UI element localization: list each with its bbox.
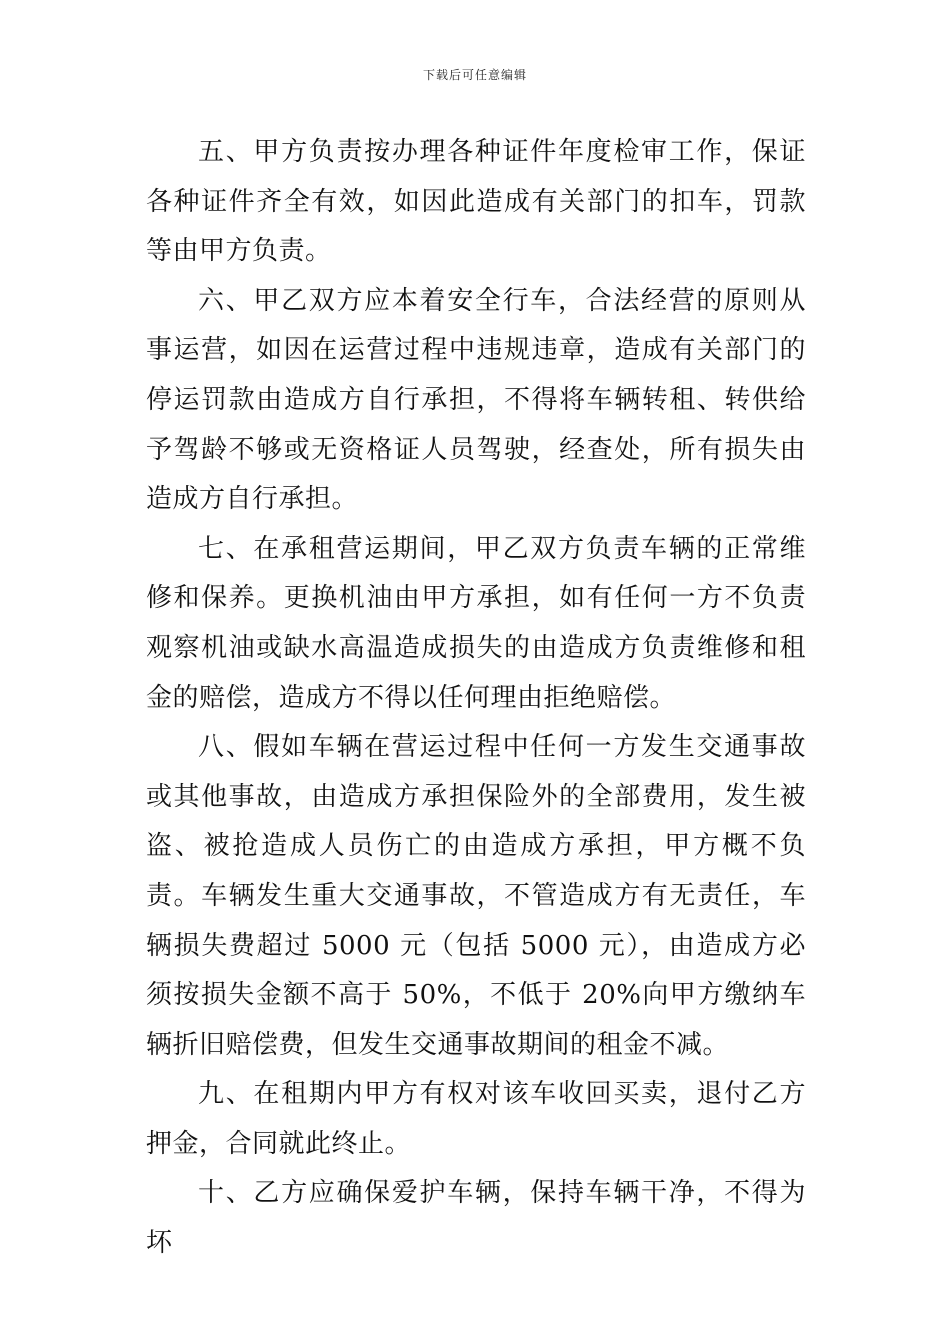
- clause-10: 十、乙方应确保爱护车辆，保持车辆干净，不得为坏: [146, 1178, 806, 1259]
- header-note: 下载后可任意编辑: [422, 68, 527, 82]
- clause-8: 八、假如车辆在营运过程中任何一方发生交通事故或其他事故，由造成方承担保险外的全部费用，发生被盗、被抢造成人员伤亡的由造成方承担，甲方概不负责。车辆发生重大交通事故，不管造成方有无责任，车辆损失费超过 5000 元（包括 5000 元），由造成方必须按损失金额不高于 50%，不低于 20%向甲方缴纳车辆折旧赔偿费，但发生交通事故期间的租金不减。: [146, 732, 806, 1060]
- clause-7: 七、在承租营运期间，甲乙双方负责车辆的正常维修和保养。更换机油由甲方承担，如有任何一方不负责观察机油或缺水高温造成损失的由造成方负责维修和租金的赔偿，造成方不得以任何理由拒绝赔偿。: [146, 533, 806, 713]
- clause-6: 六、甲乙双方应本着安全行车，合法经营的原则从事运营，如因在运营过程中违规违章，造成有关部门的停运罚款由造成方自行承担，不得将车辆转租、转供给予驾龄不够或无资格证人员驾驶，经查处，所有损失由造成方自行承担。: [146, 285, 806, 515]
- clause-5: 五、甲方负责按办理各种证件年度检审工作，保证各种证件齐全有效，如因此造成有关部门的扣车，罚款等由甲方负责。: [146, 137, 806, 267]
- document-body: [146, 128, 806, 1269]
- clause-9: 九、在租期内甲方有权对该车收回买卖，退付乙方押金，合同就此终止。: [146, 1079, 806, 1159]
